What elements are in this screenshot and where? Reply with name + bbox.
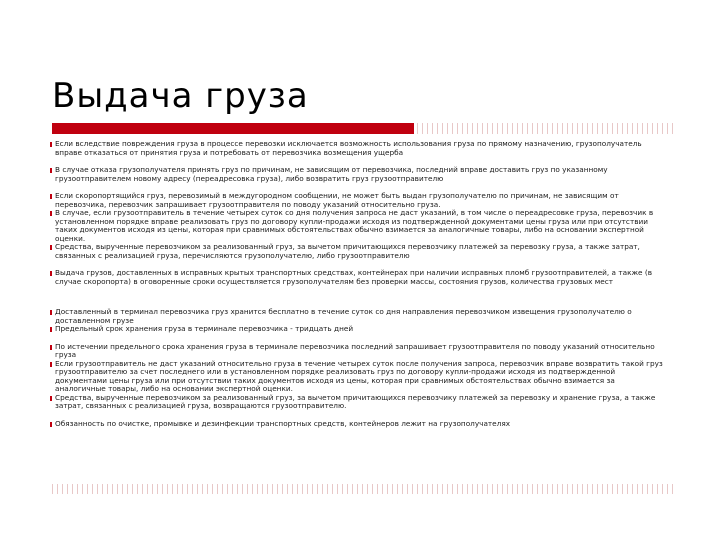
- slide-title: Выдача груза: [52, 76, 309, 116]
- bullet-paragraph: Средства, вырученные перевозчиком за реализованный груз, за вычетом причитающихся перевозчику платежей за перевозку и хранение груза, а также затрат, связанных с реализацией груза, возвращаются грузоотправителю.: [50, 394, 666, 411]
- bullet-paragraph: Обязанность по очистке, промывке и дезинфекции транспортных средств, контейнеров лежит на грузополучателях: [50, 420, 666, 429]
- bullet-paragraph: Выдача грузов, доставленных в исправных крытых транспортных средствах, контейнерах при наличии исправных пломб грузоотправителей, а также (в случае скоропорта) в оговоренные сроки осуществляется грузополучателям без проверки массы, состояния грузов, количества грузовых мест: [50, 269, 666, 286]
- bullet-paragraph: Если грузоотправитель не даст указаний относительно груза в течение четырех суток после получения запроса, перевозчик вправе возвратить такой груз грузоотправителю за счет последнего или в установленном порядке реализовать груз по договору купли-продажи исходя из подтвержденной документами цены груза или при отсутствии таких документов исходя из цены, которая при сравнимых обстоятельствах обычно взимается за аналогичные товары, либо на основании экспертной оценки.: [50, 360, 666, 394]
- bullet-paragraph: Средства, вырученные перевозчиком за реализованный груз, за вычетом причитающихся перевозчику платежей за перевозку груза, а также затрат, связанных с реализацией груза, перечисляются грузополучателю, либо грузоотправителю: [50, 243, 666, 260]
- bullet-paragraph: В случае, если грузоотправитель в течение четырех суток со дня получения запроса не даст указаний, в том числе о переадресовке груза, перевозчик в установленном порядке вправе реализовать груз по договору купли-продажи исходя из подтвержденной документами цены груза или при отсутствии таких документов исходя из цены, которая при сравнимых обстоятельствах обычно взимается за аналогичные товары, либо на основании экспертной оценки.: [50, 209, 666, 243]
- title-underline-accent: [52, 123, 414, 134]
- slide-body: [50, 140, 666, 428]
- title-underline-rule: [52, 123, 674, 134]
- bullet-paragraph: Предельный срок хранения груза в терминале перевозчика - тридцать дней: [50, 325, 666, 334]
- bullet-paragraph: Если скоропортящийся груз, перевозимый в междугородном сообщении, не может быть выдан грузополучателю по причинам, не зависящим от перевозчика, перевозчик запрашивает грузоотправителя по поводу указаний относительно груза.: [50, 192, 666, 209]
- bullet-paragraph: По истечении предельного срока хранения груза в терминале перевозчика последний запрашивает грузоотправителя по поводу указаний относительно груза: [50, 343, 666, 360]
- bullet-paragraph: В случае отказа грузополучателя принять груз по причинам, не зависящим от перевозчика, последний вправе доставить груз по указанному грузоотправителем новому адресу (переадресовка груза), либо возвратить груз грузоотправителю: [50, 166, 666, 183]
- bullet-paragraph: Доставленный в терминал перевозчика груз хранится бесплатно в течение суток со дня направления перевозчиком извещения грузополучателю о доставленном грузе: [50, 308, 666, 325]
- bullet-paragraph: Если вследствие повреждения груза в процессе перевозки исключается возможность использования груза по прямому назначению, грузополучатель вправе отказаться от принятия груза и потребовать от перевозчика возмещения ущерба: [50, 140, 666, 157]
- footer-rule: [52, 484, 674, 494]
